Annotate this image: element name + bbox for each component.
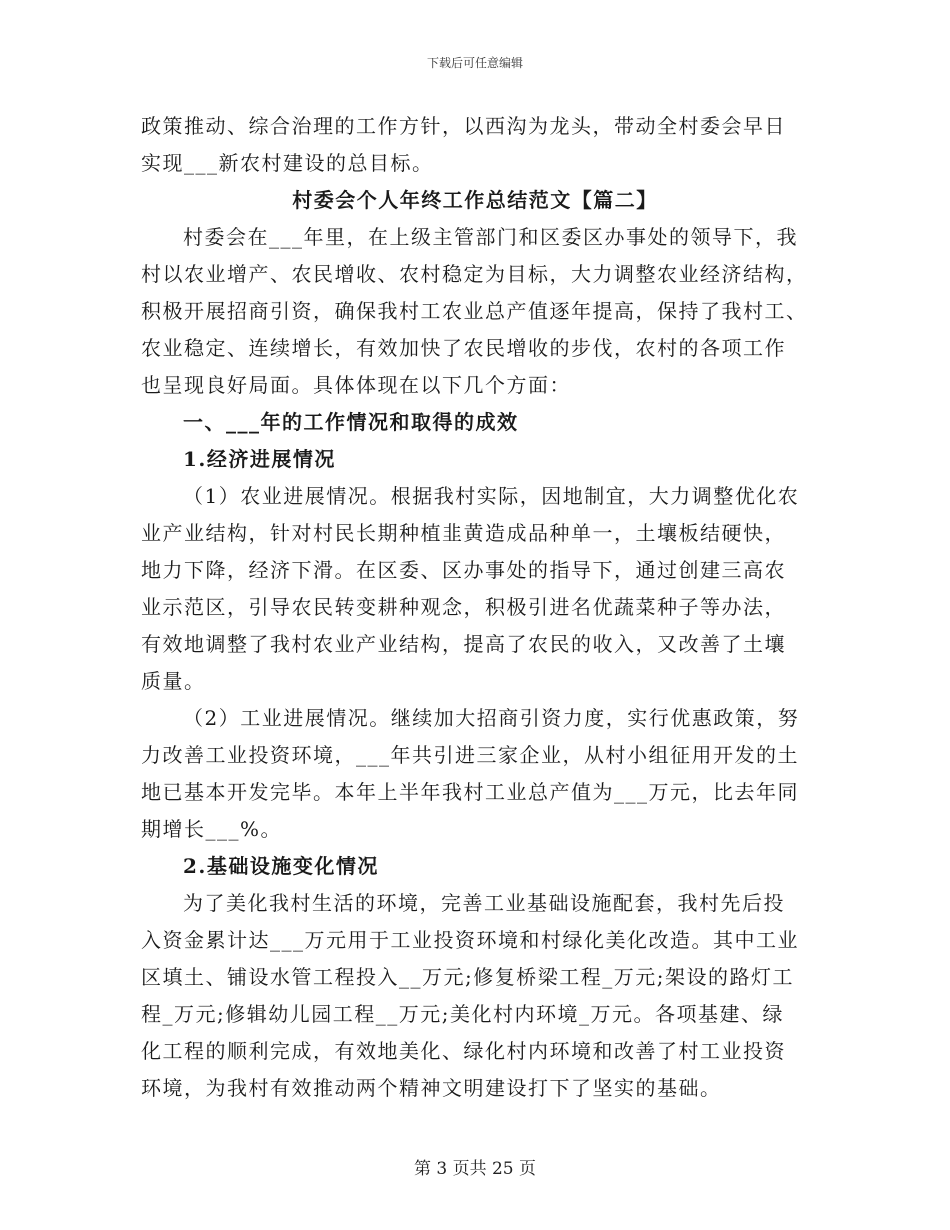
paragraph-start: （2）工业进展情况。继续加大招商引资力度，实行优惠政策，努: [183, 706, 800, 730]
body-line: 也呈现良好局面。具体体现在以下几个方面：: [141, 373, 571, 397]
body-line: 农业稳定、连续增长，有效加快了农民增收的步伐，农村的各项工作: [141, 336, 786, 360]
body-line: 有效地调整了我村农业产业结构，提高了农民的收入，又改善了土壤: [141, 632, 786, 656]
section-title: 村委会个人年终工作总结范文【篇二】: [292, 188, 658, 212]
body-line: 化工程的顺利完成，有效地美化、绿化村内环境和改善了村工业投资: [141, 1039, 786, 1063]
heading-infrastructure: 2.基础设施变化情况: [183, 854, 379, 878]
body-line: 环境，为我村有效推动两个精神文明建设打下了坚实的基础。: [141, 1076, 722, 1100]
paragraph-start: 村委会在___年里，在上级主管部门和区委区办事处的领导下，我: [183, 225, 798, 249]
body-line: 村以农业增产、农民增收、农村稳定为目标，大力调整农业经济结构，: [141, 262, 808, 286]
paragraph-start: 为了美化我村生活的环境，完善工业基础设施配套，我村先后投: [183, 891, 785, 915]
body-line: 地力下降，经济下滑。在区委、区办事处的指导下，通过创建三高农: [141, 558, 786, 582]
body-line: 政策推动、综合治理的工作方针，以西沟为龙头，带动全村委会早日: [141, 114, 786, 138]
body-line: 积极开展招商引资，确保我村工农业总产值逐年提高，保持了我村工、: [141, 299, 808, 323]
document-body: [141, 108, 809, 1107]
body-line: 实现___新农村建设的总目标。: [141, 151, 434, 175]
page-footer: 第 3 页共 25 页: [413, 1159, 537, 1179]
body-line: 期增长___%。: [141, 817, 283, 841]
heading-economy: 1.经济进展情况: [183, 447, 336, 471]
body-line: 业示范区，引导农民转变耕种观念，积极引进名优蔬菜种子等办法，: [141, 595, 786, 619]
body-line: 质量。: [141, 669, 206, 693]
body-line: 地已基本开发完毕。本年上半年我村工业总产值为___万元，比去年同: [141, 780, 799, 804]
body-line: 入资金累计达___万元用于工业投资环境和村绿化美化改造。其中工业: [141, 928, 799, 952]
body-line: 力改善工业投资环境，___年共引进三家企业，从村小组征用开发的土: [141, 743, 799, 767]
heading-achievements: 一、___年的工作情况和取得的成效: [183, 410, 519, 434]
body-line: 区填土、铺设水管工程投入__万元;修复桥梁工程_万元;架设的路灯工: [141, 965, 794, 989]
page-header: 下载后可任意编辑: [426, 56, 523, 70]
body-line: 业产业结构，针对村民长期种植韭黄造成品种单一，土壤板结硬快，: [141, 521, 786, 545]
paragraph-start: （1）农业进展情况。根据我村实际，因地制宜，大力调整优化农: [183, 484, 800, 508]
body-line: 程_万元;修辑幼儿园工程__万元;美化村内环境_万元。各项基建、绿: [141, 1002, 784, 1026]
